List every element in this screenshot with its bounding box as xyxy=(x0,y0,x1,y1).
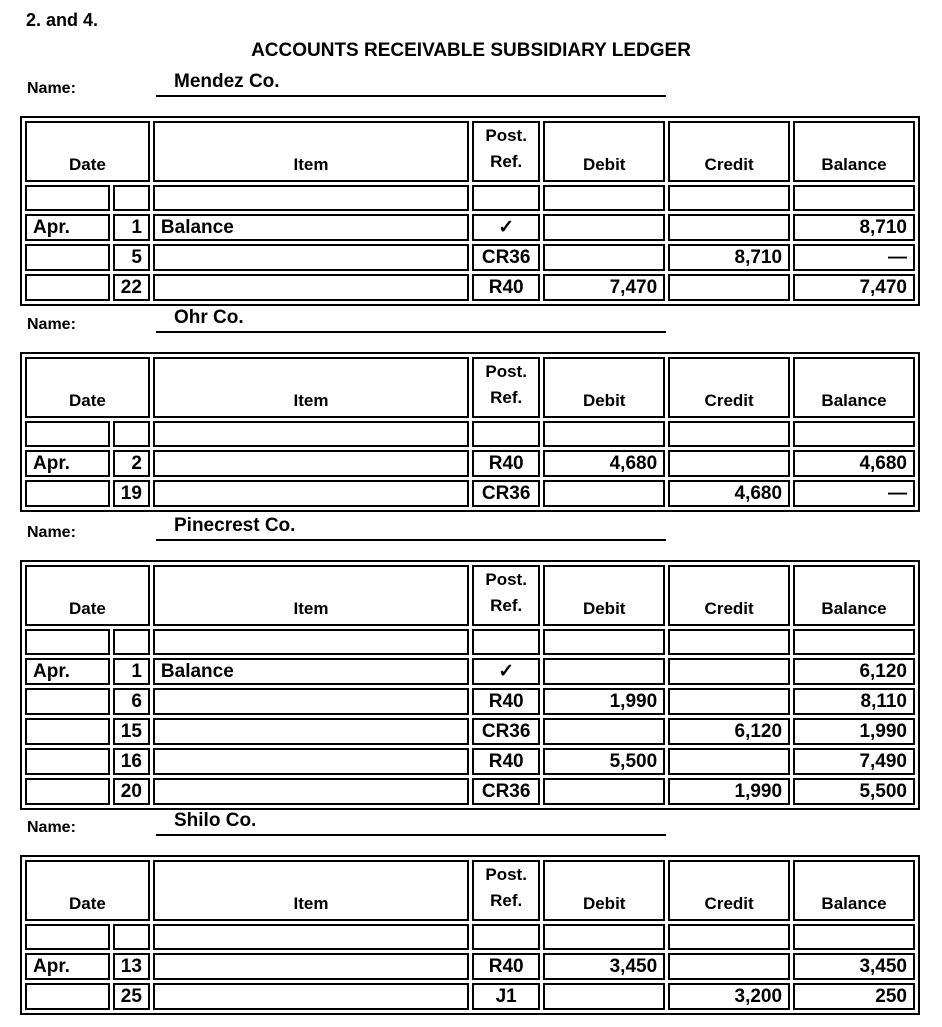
debit-cell xyxy=(543,718,665,745)
blank-cell xyxy=(543,629,665,655)
debit-cell xyxy=(543,778,665,805)
date-header: Date xyxy=(25,860,150,921)
account-name-line xyxy=(156,305,666,333)
ref-header-line: Ref. xyxy=(490,152,523,171)
blank-cell xyxy=(543,924,665,950)
post-ref-cell: CR36 xyxy=(472,480,540,507)
account-name-label: Name: xyxy=(27,524,76,541)
blank-cell xyxy=(668,924,790,950)
credit-cell xyxy=(668,658,790,685)
date-header: Date xyxy=(25,357,150,418)
credit-cell xyxy=(668,214,790,241)
credit-cell: 4,680 xyxy=(668,480,790,507)
ledger-header-row xyxy=(25,860,915,921)
blank-cell xyxy=(472,924,540,950)
ledger-blank-row xyxy=(25,421,915,447)
credit-cell: 8,710 xyxy=(668,244,790,271)
date-day: 1 xyxy=(113,658,150,685)
item-cell: Balance xyxy=(153,214,469,241)
blank-cell xyxy=(153,924,469,950)
item-header: Item xyxy=(153,121,469,182)
balance-cell: 7,490 xyxy=(793,748,915,775)
blank-cell xyxy=(113,185,150,211)
ledger-title: ACCOUNTS RECEIVABLE SUBSIDIARY LEDGER xyxy=(251,40,691,61)
account-name-line xyxy=(156,808,666,836)
post-ref-cell: R40 xyxy=(472,274,540,301)
credit-cell: 3,200 xyxy=(668,983,790,1010)
balance-cell: 5,500 xyxy=(793,778,915,805)
balance-cell: 1,990 xyxy=(793,718,915,745)
blank-cell xyxy=(25,421,110,447)
blank-cell xyxy=(153,185,469,211)
item-header: Item xyxy=(153,357,469,418)
date-month: Apr. xyxy=(25,953,110,980)
blank-cell xyxy=(153,629,469,655)
post-ref-cell: R40 xyxy=(472,450,540,477)
date-day: 5 xyxy=(113,244,150,271)
date-month xyxy=(25,274,110,301)
ledger-row xyxy=(25,480,915,507)
item-cell xyxy=(153,983,469,1010)
credit-cell xyxy=(668,450,790,477)
account-name: Mendez Co. xyxy=(174,71,280,92)
debit-header: Debit xyxy=(543,121,665,182)
balance-cell: 250 xyxy=(793,983,915,1010)
post-ref-cell: CR36 xyxy=(472,718,540,745)
debit-cell: 7,470 xyxy=(543,274,665,301)
ref-header-line: Ref. xyxy=(490,388,523,407)
blank-cell xyxy=(793,629,915,655)
post-ref-cell: R40 xyxy=(472,953,540,980)
balance-header: Balance xyxy=(793,565,915,626)
date-month xyxy=(25,983,110,1010)
ledger-row xyxy=(25,718,915,745)
ledger-table xyxy=(20,116,920,306)
account-name: Ohr Co. xyxy=(174,307,244,328)
date-month: Apr. xyxy=(25,450,110,477)
blank-cell xyxy=(113,629,150,655)
credit-cell xyxy=(668,274,790,301)
item-cell: Balance xyxy=(153,658,469,685)
post-ref-cell: J1 xyxy=(472,983,540,1010)
credit-cell xyxy=(668,748,790,775)
item-cell xyxy=(153,274,469,301)
date-day: 15 xyxy=(113,718,150,745)
ref-header-line: Ref. xyxy=(490,596,523,615)
ledger-row xyxy=(25,953,915,980)
ledger-row xyxy=(25,778,915,805)
blank-cell xyxy=(25,924,110,950)
blank-cell xyxy=(113,421,150,447)
blank-cell xyxy=(25,629,110,655)
debit-cell: 5,500 xyxy=(543,748,665,775)
ledger-blank-row xyxy=(25,629,915,655)
ledger-header-row xyxy=(25,565,915,626)
date-month xyxy=(25,688,110,715)
debit-cell: 4,680 xyxy=(543,450,665,477)
date-day: 20 xyxy=(113,778,150,805)
post-header-line: Post. xyxy=(485,570,527,589)
credit-header: Credit xyxy=(668,121,790,182)
date-month: Apr. xyxy=(25,214,110,241)
balance-cell: — xyxy=(793,244,915,271)
post-header-line: Post. xyxy=(485,865,527,884)
ledger-row xyxy=(25,214,915,241)
balance-cell: — xyxy=(793,480,915,507)
item-cell xyxy=(153,718,469,745)
item-header: Item xyxy=(153,860,469,921)
blank-cell xyxy=(668,421,790,447)
account-name-line xyxy=(156,69,666,97)
balance-cell: 4,680 xyxy=(793,450,915,477)
item-cell xyxy=(153,450,469,477)
ledger-row xyxy=(25,983,915,1010)
ledger-blank-row xyxy=(25,924,915,950)
debit-cell xyxy=(543,658,665,685)
date-day: 16 xyxy=(113,748,150,775)
date-month xyxy=(25,480,110,507)
balance-cell: 6,120 xyxy=(793,658,915,685)
post-header-line: Post. xyxy=(485,126,527,145)
ledger-table xyxy=(20,352,920,512)
blank-cell xyxy=(668,629,790,655)
blank-cell xyxy=(472,185,540,211)
date-day: 25 xyxy=(113,983,150,1010)
item-cell xyxy=(153,778,469,805)
post-ref-cell: CR36 xyxy=(472,778,540,805)
ledger-blank-row xyxy=(25,185,915,211)
credit-cell xyxy=(668,688,790,715)
debit-cell: 3,450 xyxy=(543,953,665,980)
credit-cell: 6,120 xyxy=(668,718,790,745)
balance-cell: 3,450 xyxy=(793,953,915,980)
post-ref-cell: R40 xyxy=(472,748,540,775)
date-month xyxy=(25,778,110,805)
account-name-label: Name: xyxy=(27,819,76,836)
debit-cell xyxy=(543,214,665,241)
post-header-line: Post. xyxy=(485,362,527,381)
date-header: Date xyxy=(25,565,150,626)
date-day: 2 xyxy=(113,450,150,477)
balance-cell: 8,110 xyxy=(793,688,915,715)
date-month xyxy=(25,718,110,745)
date-month: Apr. xyxy=(25,658,110,685)
date-day: 19 xyxy=(113,480,150,507)
ledger-row xyxy=(25,244,915,271)
date-day: 1 xyxy=(113,214,150,241)
ledger-row xyxy=(25,658,915,685)
ledger-row xyxy=(25,274,915,301)
date-month xyxy=(25,244,110,271)
date-day: 13 xyxy=(113,953,150,980)
debit-cell: 1,990 xyxy=(543,688,665,715)
post-ref-cell: ✓ xyxy=(472,658,540,685)
blank-cell xyxy=(793,924,915,950)
ledger-row xyxy=(25,688,915,715)
blank-cell xyxy=(543,185,665,211)
date-header: Date xyxy=(25,121,150,182)
credit-cell xyxy=(668,953,790,980)
balance-header: Balance xyxy=(793,121,915,182)
balance-header: Balance xyxy=(793,860,915,921)
debit-cell xyxy=(543,983,665,1010)
debit-cell xyxy=(543,480,665,507)
debit-header: Debit xyxy=(543,860,665,921)
credit-header: Credit xyxy=(668,860,790,921)
ledger-row xyxy=(25,748,915,775)
item-cell xyxy=(153,953,469,980)
blank-cell xyxy=(793,185,915,211)
blank-cell xyxy=(113,924,150,950)
post-ref-cell: CR36 xyxy=(472,244,540,271)
account-name-label: Name: xyxy=(27,80,76,97)
post-ref-header xyxy=(472,357,540,418)
blank-cell xyxy=(793,421,915,447)
item-header: Item xyxy=(153,565,469,626)
ledger-row xyxy=(25,450,915,477)
blank-cell xyxy=(153,421,469,447)
account-name-label: Name: xyxy=(27,316,76,333)
ledger-table xyxy=(20,855,920,1015)
date-day: 6 xyxy=(113,688,150,715)
blank-cell xyxy=(472,629,540,655)
debit-header: Debit xyxy=(543,357,665,418)
debit-cell xyxy=(543,244,665,271)
item-cell xyxy=(153,688,469,715)
balance-cell: 7,470 xyxy=(793,274,915,301)
post-ref-header xyxy=(472,565,540,626)
section-heading: 2. and 4. xyxy=(26,10,99,30)
date-month xyxy=(25,748,110,775)
date-day: 22 xyxy=(113,274,150,301)
post-ref-cell: R40 xyxy=(472,688,540,715)
item-cell xyxy=(153,748,469,775)
credit-header: Credit xyxy=(668,565,790,626)
post-ref-header xyxy=(472,121,540,182)
account-name-line xyxy=(156,513,666,541)
account-name: Shilo Co. xyxy=(174,810,257,831)
credit-header: Credit xyxy=(668,357,790,418)
balance-header: Balance xyxy=(793,357,915,418)
item-cell xyxy=(153,244,469,271)
blank-cell xyxy=(668,185,790,211)
post-ref-header xyxy=(472,860,540,921)
blank-cell xyxy=(472,421,540,447)
ledger-header-row xyxy=(25,357,915,418)
ledger-table xyxy=(20,560,920,810)
credit-cell: 1,990 xyxy=(668,778,790,805)
debit-header: Debit xyxy=(543,565,665,626)
ref-header-line: Ref. xyxy=(490,891,523,910)
ledger-header-row xyxy=(25,121,915,182)
blank-cell xyxy=(25,185,110,211)
balance-cell: 8,710 xyxy=(793,214,915,241)
post-ref-cell: ✓ xyxy=(472,214,540,241)
blank-cell xyxy=(543,421,665,447)
account-name: Pinecrest Co. xyxy=(174,515,296,536)
item-cell xyxy=(153,480,469,507)
